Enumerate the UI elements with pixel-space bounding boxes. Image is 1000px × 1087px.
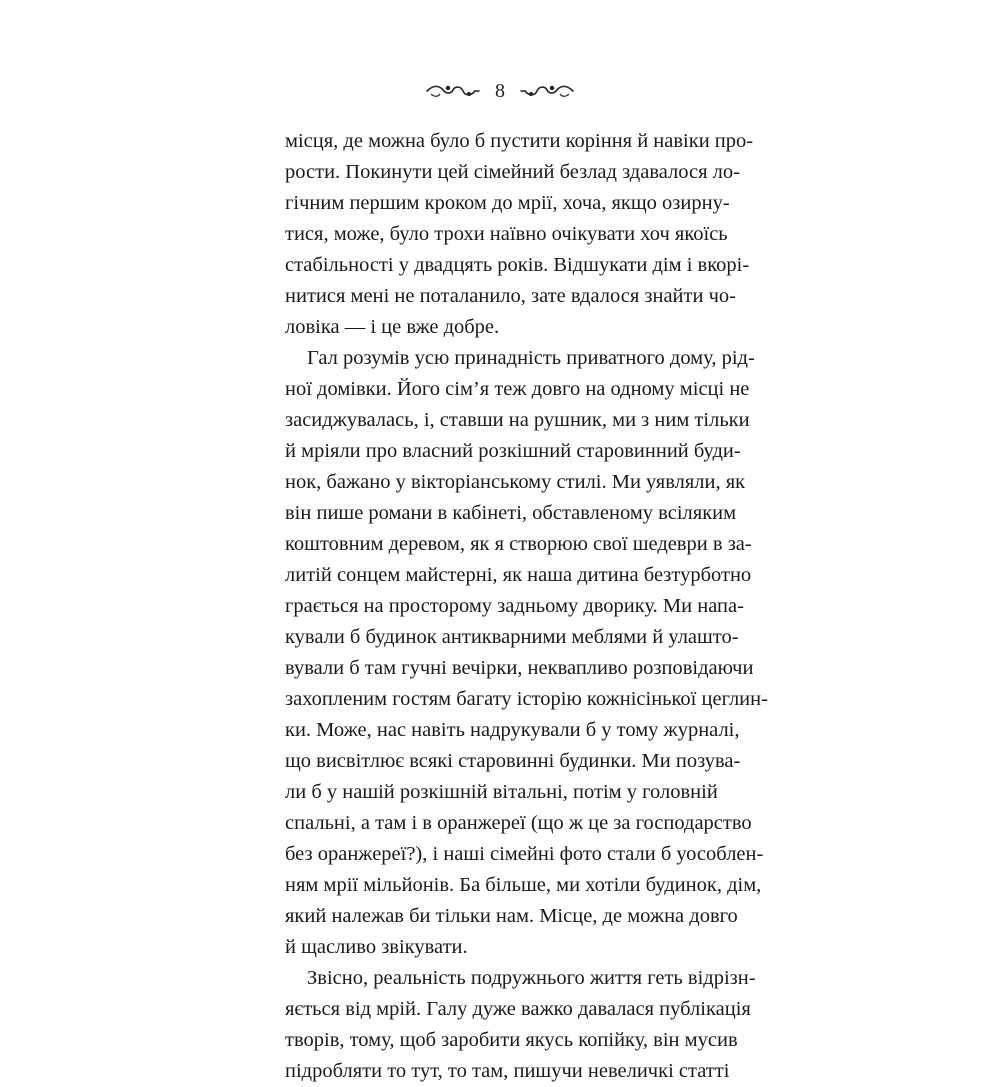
text-line: ки. Може, нас навіть надрукували б у тому журналі, xyxy=(285,719,740,741)
text-line: спальні, а там і в оранжереї (що ж це за господарство xyxy=(285,812,752,834)
page-header xyxy=(0,76,1000,106)
text-line: підробляти то тут, то там, пишучи невеличкі статті xyxy=(285,1060,730,1082)
text-line: тися, може, було трохи наївно очікувати хоч якоїсь xyxy=(285,223,728,245)
text-line: нок, бажано у вікторіанському стилі. Ми уявляли, як xyxy=(285,471,746,493)
text-line: грається на просторому задньому дворику. Ми напа- xyxy=(285,595,744,617)
body-text xyxy=(285,126,768,1087)
text-line: творів, тому, щоб заробити якусь копійку, він мусив xyxy=(285,1029,738,1051)
text-line: гічним першим кроком до мрії, хоча, якщо озирну- xyxy=(285,192,730,214)
flourish-left-icon xyxy=(425,82,481,100)
text-line: коштовним деревом, як я створюю свої шедеври в за- xyxy=(285,533,752,555)
text-line: він пише романи в кабінеті, обставленому всіляким xyxy=(285,502,737,524)
text-line: кували б будинок антикварними меблями й улашто- xyxy=(285,626,739,648)
text-line: Звісно, реальність подружнього життя геть відрізн- xyxy=(307,967,756,989)
text-line: без оранжереї?), і наші сімейні фото стали б уособлен- xyxy=(285,843,764,865)
text-line: й мріяли про власний розкішний старовинний буди- xyxy=(285,440,741,462)
text-line: який належав би тільки нам. Місце, де можна довго xyxy=(285,905,738,927)
text-line: засиджувалась, і, ставши на рушник, ми з ним тільки xyxy=(285,409,750,431)
text-line: ням мрії мільйонів. Ба більше, ми хотіли будинок, дім, xyxy=(285,874,762,896)
text-line: ної домівки. Його сім’я теж довго на одному місці не xyxy=(285,378,750,400)
text-line: що висвітлює всякі старовинні будинки. Ми позува- xyxy=(285,750,741,772)
flourish-right-icon xyxy=(519,82,575,100)
text-line: яється від мрій. Галу дуже важко давалася публікація xyxy=(285,998,751,1020)
text-line: й щасливо звікувати. xyxy=(285,936,468,958)
text-line: литій сонцем майстерні, як наша дитина безтурботно xyxy=(285,564,752,586)
text-line: Гал розумів усю принадність приватного дому, рід- xyxy=(307,347,755,369)
text-line: рости. Покинути цей сімейний безлад здавалося ло- xyxy=(285,161,740,183)
text-line: ловіка — і це вже добре. xyxy=(285,316,500,338)
text-line: ли б у нашій розкішній вітальні, потім у головній xyxy=(285,781,718,803)
text-line: вували б там гучні вечірки, неквапливо розповідаючи xyxy=(285,657,754,679)
page-number: 8 xyxy=(495,80,505,102)
text-line: нитися мені не поталанило, зате вдалося знайти чо- xyxy=(285,285,736,307)
text-line: місця, де можна було б пустити коріння й навіки про- xyxy=(285,130,754,152)
text-line: захопленим гостям багату історію кожнісінької цеглин- xyxy=(285,688,768,710)
text-line: стабільності у двадцять років. Відшукати дім і вкорі- xyxy=(285,254,750,276)
